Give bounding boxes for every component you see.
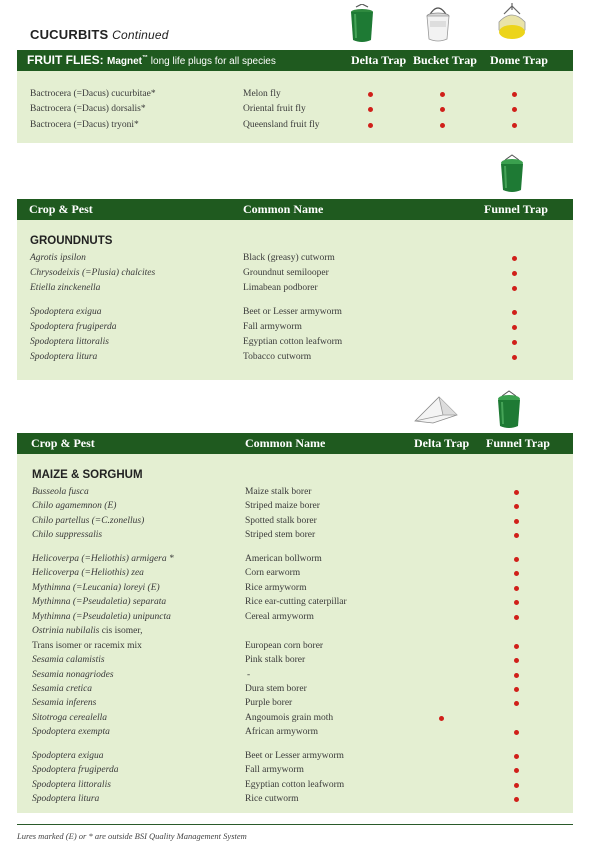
delta-trap-icon — [413, 393, 459, 425]
common-name: Rice armyworm — [245, 583, 307, 593]
common-name: Striped maize borer — [245, 501, 320, 511]
funnel-trap-mark — [514, 730, 519, 735]
common-name: Egyptian cotton leafworm — [243, 337, 343, 347]
delta-trap-mark — [368, 123, 373, 128]
col-delta-trap: Delta Trap — [351, 53, 407, 67]
funnel-trap-mark — [514, 557, 519, 562]
bucket-trap-icon — [424, 4, 452, 44]
common-name: Corn earworm — [245, 568, 301, 578]
funnel-trap-mark — [512, 310, 517, 315]
common-name: Black (greasy) cutworm — [243, 253, 335, 263]
pest-name: Mythimna (=Pseudaletia) separata — [32, 597, 167, 607]
delta-trap-mark — [368, 107, 373, 112]
pest-name: Spodoptera frugiperda — [30, 322, 117, 332]
bucket-trap-mark — [440, 123, 445, 128]
common-name: Pink stalk borer — [245, 655, 306, 665]
pest-name: Chilo agamemnon (E) — [32, 501, 117, 511]
fruit-flies-header-bar — [17, 50, 573, 71]
common-name: American bollworm — [245, 554, 322, 564]
common-name: Fall armyworm — [245, 765, 304, 775]
funnel-trap-icon — [498, 154, 526, 194]
col-funnel-trap: Funnel Trap — [486, 436, 550, 450]
funnel-trap-mark — [514, 571, 519, 576]
pest-name: Etiella zinckenella — [30, 283, 101, 293]
funnel-trap-mark — [514, 797, 519, 802]
pest-name: Chilo partellus (=C.zonellus) — [32, 516, 145, 526]
pest-name-suffix: cis isomer, — [99, 626, 143, 636]
delta-trap-icon — [348, 4, 376, 44]
funnel-trap-mark — [514, 754, 519, 759]
common-name: Melon fly — [243, 89, 281, 99]
funnel-trap-mark — [514, 533, 519, 538]
col-crop-pest: Crop & Pest — [31, 436, 95, 450]
pest-name: Helicoverpa (=Heliothis) zea — [32, 568, 144, 578]
pest-name: Agrotis ipsilon — [30, 253, 86, 263]
pest-name: Helicoverpa (=Heliothis) armigera * — [32, 554, 174, 564]
common-name: Egyptian cotton leafworm — [245, 780, 345, 790]
funnel-trap-mark — [512, 355, 517, 360]
common-name: Beet or Lesser armyworm — [245, 751, 344, 761]
common-name: European corn borer — [245, 641, 324, 651]
header-tm: ™ — [142, 55, 149, 61]
delta-trap-mark — [439, 716, 444, 721]
funnel-trap-mark — [514, 586, 519, 591]
common-name: Angoumois grain moth — [245, 713, 334, 723]
funnel-trap-mark — [514, 600, 519, 605]
group-title-groundnuts: GROUNDNUTS — [30, 235, 113, 247]
col-bucket-trap: Bucket Trap — [413, 53, 477, 67]
common-name: Tobacco cutworm — [243, 352, 312, 362]
col-funnel-trap: Funnel Trap — [484, 202, 548, 216]
pest-name — [32, 625, 142, 637]
maize-header-bar — [17, 433, 573, 454]
common-name: Spotted stalk borer — [245, 516, 317, 526]
dome-trap-icon — [495, 2, 529, 44]
common-name: Groundnut semilooper — [243, 268, 329, 278]
common-name: Oriental fruit fly — [243, 104, 306, 114]
group-title-maize-sorghum: MAIZE & SORGHUM — [32, 469, 143, 481]
pest-name: Mythimna (=Pseudaletia) unipuncta — [32, 612, 171, 622]
common-name: Queensland fruit fly — [243, 120, 320, 130]
common-name: Rice cutworm — [245, 794, 299, 804]
common-name: Dura stem borer — [245, 684, 307, 694]
common-name: Cereal armyworm — [245, 612, 314, 622]
dome-trap-mark — [512, 123, 517, 128]
pest-name: Sesamia nonagriodes — [32, 670, 114, 680]
pest-name: Trans isomer or racemix mix — [32, 641, 142, 651]
pest-name: Sesamia calamistis — [32, 655, 105, 665]
funnel-trap-mark — [514, 658, 519, 663]
pest-name: Spodoptera littoralis — [32, 780, 111, 790]
funnel-trap-mark — [514, 783, 519, 788]
funnel-trap-mark — [514, 615, 519, 620]
common-name: - — [247, 670, 251, 680]
pest-name: Chilo suppressalis — [32, 530, 103, 540]
bucket-trap-mark — [440, 92, 445, 97]
common-name: Purple borer — [245, 698, 293, 708]
col-crop-pest: Crop & Pest — [29, 202, 93, 216]
groundnuts-header-bar — [17, 199, 573, 220]
dome-trap-mark — [512, 92, 517, 97]
common-name: Rice ear-cutting caterpillar — [245, 597, 347, 607]
funnel-trap-mark — [514, 768, 519, 773]
pest-name: Spodoptera litura — [30, 352, 98, 362]
funnel-trap-mark — [512, 340, 517, 345]
header-fruit-flies: FRUIT FLIES: — [27, 53, 104, 67]
common-name: Maize stalk borer — [245, 487, 312, 497]
delta-trap-mark — [368, 92, 373, 97]
pest-name: Sesamia inferens — [32, 698, 97, 708]
header-description: long life plugs for all species — [148, 56, 276, 67]
common-name: Beet or Lesser armyworm — [243, 307, 342, 317]
pest-name: Busseola fusca — [32, 487, 89, 497]
pest-name: Spodoptera exigua — [32, 751, 104, 761]
section-title-text: CUCURBITS — [30, 27, 109, 42]
pest-name-italic: Ostrinia nubilalis — [32, 626, 100, 636]
funnel-trap-mark — [512, 271, 517, 276]
pest-name: Bactrocera (=Dacus) tryoni* — [30, 120, 139, 130]
col-dome-trap: Dome Trap — [490, 53, 548, 67]
funnel-trap-mark — [514, 701, 519, 706]
funnel-trap-mark — [514, 519, 519, 524]
pest-name: Bactrocera (=Dacus) dorsalis* — [30, 104, 146, 114]
funnel-trap-icon — [495, 390, 523, 430]
footer-note: Lures marked (E) or * are outside BSI Quality Management System — [17, 831, 247, 841]
section-title-cucurbits — [30, 27, 169, 42]
funnel-trap-mark — [514, 687, 519, 692]
col-common-name: Common Name — [243, 202, 324, 216]
common-name: Limabean podborer — [243, 283, 318, 293]
pest-name: Spodoptera littoralis — [30, 337, 109, 347]
funnel-trap-mark — [514, 673, 519, 678]
pest-name: Sitotroga cerealella — [32, 713, 108, 723]
common-name: Fall armyworm — [243, 322, 302, 332]
footer-divider — [17, 824, 573, 825]
pest-name: Chrysodeixis (=Plusia) chalcites — [30, 268, 156, 278]
section-title-suffix: Continued — [112, 28, 169, 42]
common-name: African armyworm — [245, 727, 319, 737]
funnel-trap-mark — [512, 286, 517, 291]
pest-name: Spodoptera exempta — [32, 727, 110, 737]
funnel-trap-mark — [514, 490, 519, 495]
header-magnet: Magnet — [107, 56, 143, 67]
col-common-name: Common Name — [245, 436, 326, 450]
pest-name: Spodoptera frugiperda — [32, 765, 119, 775]
pest-name: Spodoptera litura — [32, 794, 100, 804]
common-name: Striped stem borer — [245, 530, 316, 540]
pest-name: Bactrocera (=Dacus) cucurbitae* — [30, 89, 156, 99]
pest-name: Sesamia cretica — [32, 684, 93, 694]
funnel-trap-mark — [514, 504, 519, 509]
funnel-trap-mark — [514, 644, 519, 649]
funnel-trap-mark — [512, 325, 517, 330]
bucket-trap-mark — [440, 107, 445, 112]
funnel-trap-mark — [512, 256, 517, 261]
pest-name: Spodoptera exigua — [30, 307, 102, 317]
dome-trap-mark — [512, 107, 517, 112]
pest-name: Mythimna (=Leucania) loreyi (E) — [32, 583, 160, 593]
col-delta-trap: Delta Trap — [414, 436, 470, 450]
